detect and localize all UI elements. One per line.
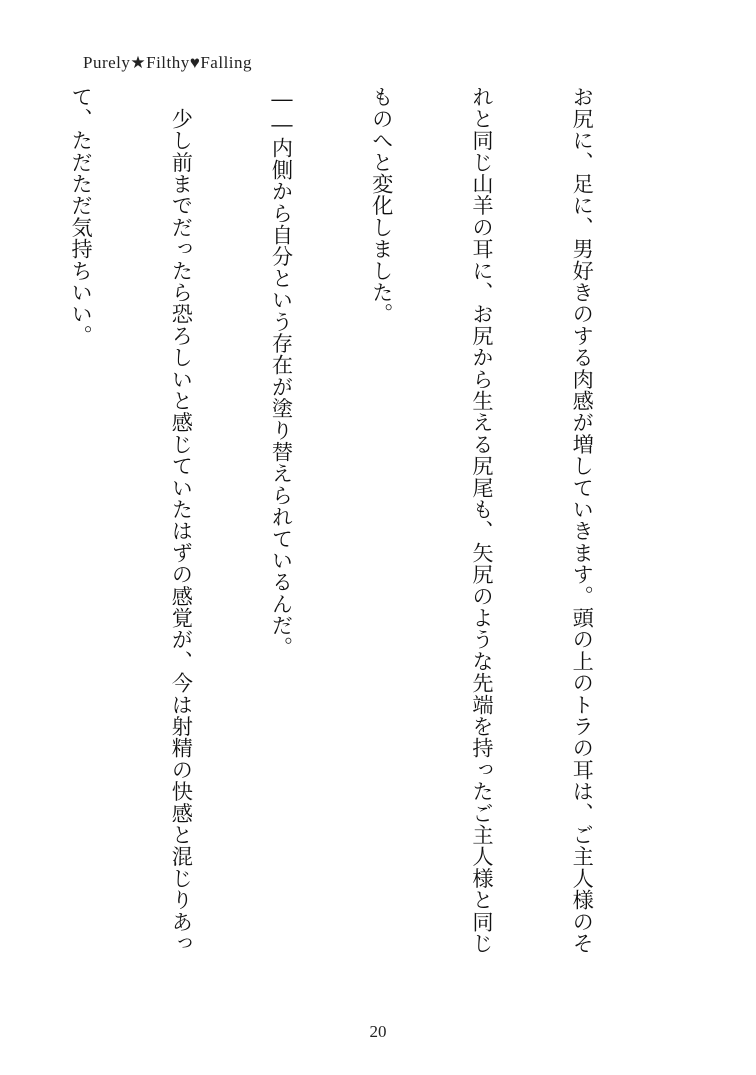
text-line: れと同じ山羊の耳に、お尻から生える尻尾も、矢尻のような先端を持ったご主人様と同じ [469, 86, 495, 954]
text-line: ものへと変化しました。 [369, 86, 395, 325]
text-line: 少し前までだったら恐ろしいと感じていたはずの感覚が、今は射精の快感と混じりあっ [169, 86, 195, 954]
text-line: ――内側から自分という存在が塗り替えられているんだ。 [269, 86, 295, 658]
vertical-text-body [0, 86, 666, 1006]
text-line: お尻に、足に、男好きのする肉感が増していきます。頭の上のトラの耳は、ご主人様のそ [570, 86, 596, 954]
running-header: Purely★Filthy♥Falling [83, 53, 253, 72]
text-line: て、ただただ気持ちいい。 [69, 86, 95, 347]
page-number: 20 [369, 1022, 387, 1041]
